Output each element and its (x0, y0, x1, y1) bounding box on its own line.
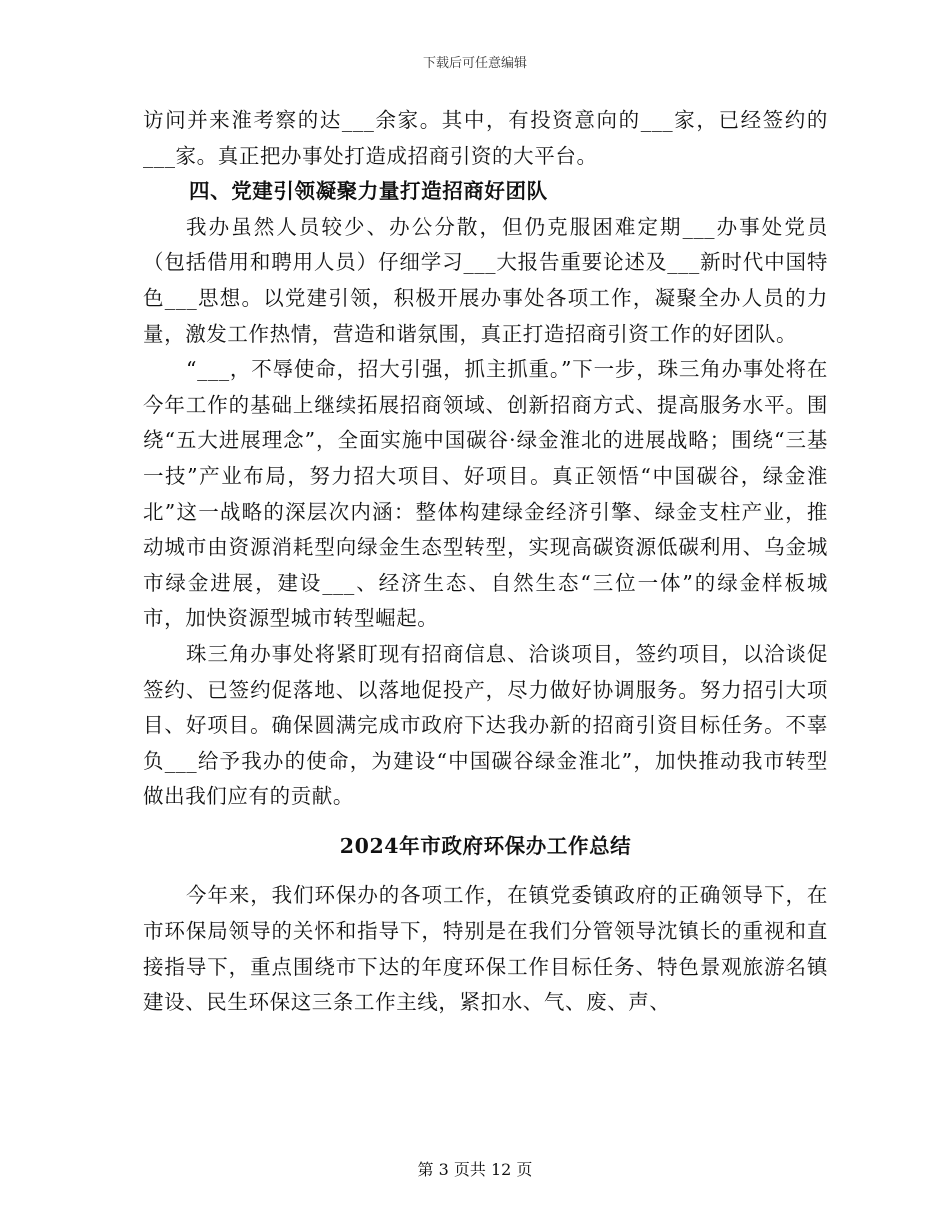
paragraph-env-summary: 今年来，我们环保办的各项工作，在镇党委镇政府的正确领导下，在市环保局领导的关怀和指导下，特别是在我们分管领导沈镇长的重视和直接指导下，重点围绕市下达的年度环保工作目标任务、特色景观旅游名镇建设、民生环保这三条工作主线，紧扣水、气、废、声、 (143, 883, 828, 1015)
page-footer: 第 3 页共 12 页 (417, 1160, 533, 1179)
page-header: 下载后可任意编辑 (422, 56, 527, 71)
paragraph-party-building: 我办虽然人员较少、办公分散，但仍克服困难定期___办事处党员（包括借用和聘用人员）仔细学习___大报告重要论述及___新时代中国特色___思想。以党建引领，积极开展办事处各项工作，凝聚全办人员的力量，激发工作热情，营造和谐氛围，真正打造招商引资工作的好团队。 (143, 214, 828, 346)
paragraph-pearl-river-office: 珠三角办事处将紧盯现有招商信息、洽谈项目，签约项目，以洽谈促签约、已签约促落地、以落地促投产，尽力做好协调服务。努力招引大项目、好项目。确保圆满完成市政府下达我办新的招商引资目标任务。不辜负___给予我办的使命，为建设“中国碳谷绿金淮北”，加快推动我市转型做出我们应有的贡献。 (143, 641, 828, 809)
document-title: 2024年市政府环保办工作总结 (339, 833, 632, 858)
paragraph-next-steps: “___，不辱使命，招大引强，抓主抓重。”下一步，珠三角办事处将在今年工作的基础上继续拓展招商领域、创新招商方式、提高服务水平。围绕“五大进展理念”，全面实施中国碳谷·绿金淮北的进展战略；围绕“三基一技”产业布局，努力招大项目、好项目。真正领悟“中国碳谷，绿金淮北”这一战略的深层次内涵：整体构建绿金经济引擎、绿金支柱产业，推动城市由资源消耗型向绿金生态型转型，实现高碳资源低碳利用、乌金城市绿金进展，建设___、经济生态、自然生态“三位一体”的绿金样板城市，加快资源型城市转型崛起。 (143, 357, 828, 631)
section-heading-four: 四、党建引领凝聚力量打造招商好团队 (189, 179, 548, 204)
paragraph-continued: 访问并来淮考察的达___余家。其中，有投资意向的___家，已经签约的___家。真正把办事处打造成招商引资的大平台。 (143, 108, 828, 168)
document-body (143, 103, 828, 1021)
